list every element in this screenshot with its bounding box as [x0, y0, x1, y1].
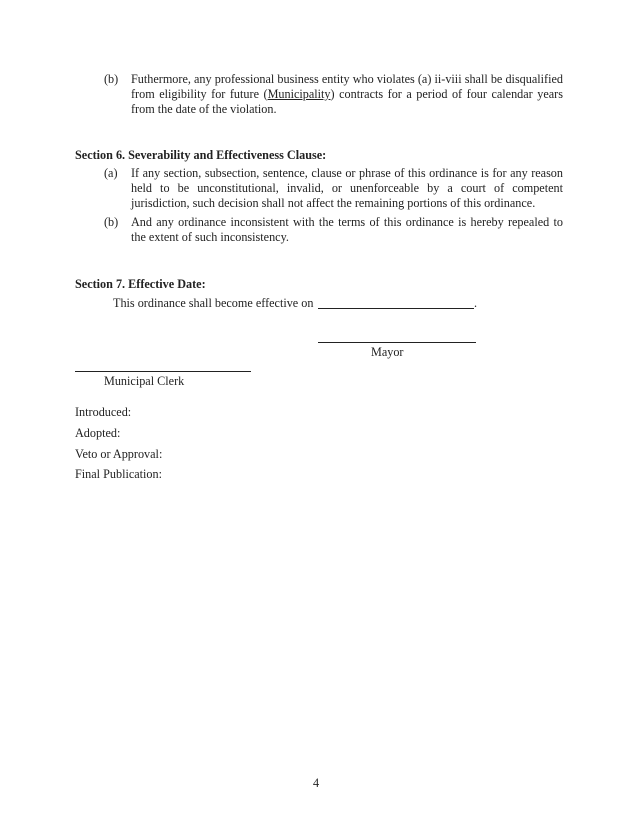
- section6-item-a-text: If any section, subsection, sentence, clause or phrase of this ordinance is for any reason held to be unconstitutional, invalid, or unenforceable by a court of competent jurisdiction, such decision shall not affect the remaining portions of this ordinance.: [131, 166, 563, 210]
- section5-item-b-text-after: ) contracts for a period of four calendar years from the date of the violation.: [131, 87, 563, 116]
- section6-heading: Section 6. Severability and Effectiveness Clause:: [75, 148, 327, 162]
- section5-item-b-text-before: Futhermore, any professional business entity who violates (a) ii-viii shall be disqualified from eligibility for future (: [131, 72, 563, 101]
- page-number: 4: [313, 776, 320, 790]
- effective-date-blank-line: [318, 308, 474, 309]
- mayor-label: Mayor: [371, 345, 404, 359]
- section6-item-a-label: (a): [104, 166, 118, 180]
- effective-date-text: This ordinance shall become effective on: [113, 296, 314, 310]
- section7-heading: Section 7. Effective Date:: [75, 277, 206, 291]
- section5-item-b-text: [131, 72, 563, 117]
- section6-item-b-text: And any ordinance inconsistent with the terms of this ordinance is hereby repealed to the extent of such inconsistency.: [131, 215, 563, 244]
- effective-date-period: .: [474, 296, 478, 310]
- introduced-label: Introduced:: [75, 405, 132, 419]
- veto-approval-label: Veto or Approval:: [75, 447, 163, 461]
- clerk-label: Municipal Clerk: [104, 374, 185, 388]
- clerk-signature-line: [75, 371, 251, 372]
- mayor-signature-line: [318, 342, 476, 343]
- section6-item-b-label: (b): [104, 215, 119, 229]
- section5-item-b-label: (b): [104, 72, 119, 86]
- final-publication-label: Final Publication:: [75, 467, 163, 481]
- adopted-label: Adopted:: [75, 426, 121, 440]
- municipality-placeholder: Municipality: [267, 87, 331, 101]
